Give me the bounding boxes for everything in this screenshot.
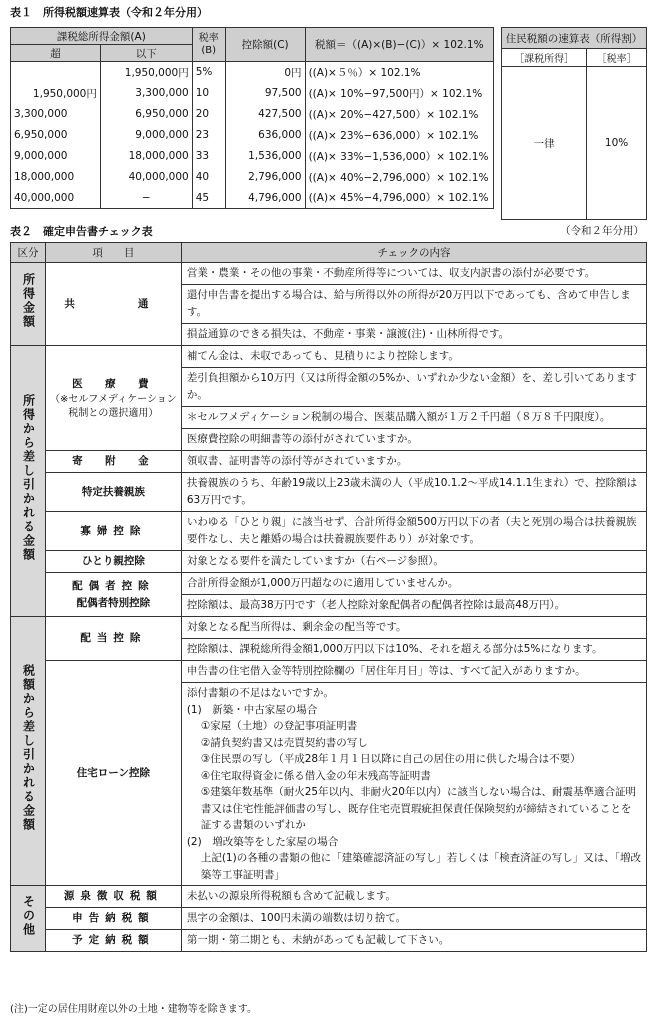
item-medical: 医 療 費 （※セルフメディケーション 税制との選択適用） xyxy=(45,346,181,451)
cell-under: 6,950,000 xyxy=(100,104,192,125)
content-medical-2: 差引負担額から10万円（又は所得金額の5%か、いずれか少ない金額）を、差し引いてありますか。 xyxy=(181,368,646,407)
content-dividend-1: 対象となる配当所得は、剰余金の配当等です。 xyxy=(181,617,646,639)
table2-title: 表２ 確定申告書チェック表 xyxy=(10,225,153,238)
item-spouse: 配偶者控除 配偶者特別控除 xyxy=(45,573,181,617)
header-category: 区分 xyxy=(11,243,46,263)
cell-over: 1,950,000円 xyxy=(11,83,101,104)
content-housing-1: 申告書の住宅借入金等特別控除欄の「居住年月日」等は、すべて記入がありますか。 xyxy=(181,661,646,683)
item-housing-loan: 住宅ローン控除 xyxy=(45,661,181,886)
resident-value1: 一律 xyxy=(502,67,587,220)
header-under: 以下 xyxy=(100,45,192,62)
cell-rate: 5% xyxy=(192,62,225,83)
cell-deduction: 2,796,000 xyxy=(225,167,305,188)
cell-over: 3,300,000 xyxy=(11,104,101,125)
cell-over: 18,000,000 xyxy=(11,167,101,188)
cell-formula: ((A)× 40%−2,796,000）× 102.1% xyxy=(305,167,493,188)
content-tax-paid-1: 黒字の金額は、100円未満の端数は切り捨て。 xyxy=(181,908,646,930)
cell-over: 40,000,000 xyxy=(11,188,101,209)
resident-col1: ［課税所得］ xyxy=(502,49,587,67)
content-medical-1: 補てん金は、未収であっても、見積りにより控除します。 xyxy=(181,346,646,368)
cell-rate: 33 xyxy=(192,146,225,167)
content-common-1: 営業・農業・その他の事業・不動産所得等については、収支内訳書の添付が必要です。 xyxy=(181,263,646,285)
content-withholding-1: 未払いの源泉所得税額も含めて記載します。 xyxy=(181,886,646,908)
cell-formula: ((A)× 23%−636,000）× 102.1% xyxy=(305,125,493,146)
table1-title: 表１ 所得税額速算表（令和２年分用） xyxy=(10,6,208,19)
content-dividend-2: 控除額は、課税総所得金額1,000万円以下は10%、それを超える部分は5%になります。 xyxy=(181,639,646,661)
content-common-3: 損益通算のできる損失は、不動産・事業・譲渡(注)・山林所得です。 xyxy=(181,324,646,346)
content-widow-1: いわゆる「ひとり親」に該当せず、合計所得金額500万円以下の者（夫と死別の場合は扶養親族要件なし、夫と離婚の場合は扶養親族要件あり）が対象です。 xyxy=(181,512,646,551)
cell-deduction: 97,500 xyxy=(225,83,305,104)
cell-formula: ((A)× 45%−4,796,000）× 102.1% xyxy=(305,188,493,209)
content-housing-2: 添付書類の不足はないですか。 (1) 新築・中古家屋の場合 ①家屋（土地）の登記事項証明書 ②請負契約書又は売買契約書の写し ③住民票の写し（平成28年１月１日以降に自己の居住の用に供した場合は不要） ④住宅取得資金に係る借入金の年末残高等証明書 ⑤建築年数基準（耐火25年以内、非耐火20年以内）に該当しない場合は、耐震基準適合証明書又は住宅性能評価書の写し、既存住宅売買瑕疵担保責任保険契約が締結されていることを証する書類のいずれか (2) 増改築等をした家屋の場合 上記(1)の各種の書類の他に「建築確認済証の写し」若しくは「検査済証の写し」又は、「増改築等工事証明書」 xyxy=(181,683,646,886)
item-single-parent: ひとり親控除 xyxy=(45,551,181,573)
cell-rate: 23 xyxy=(192,125,225,146)
item-donation: 寄 附 金 xyxy=(45,451,181,473)
header-income: 課税総所得金額(A) xyxy=(11,28,193,45)
item-dividend: 配当控除 xyxy=(45,617,181,661)
resident-col2: ［税率］ xyxy=(587,49,647,67)
cell-formula: ((A)×５％）× 102.1% xyxy=(305,62,493,83)
resident-tax-table xyxy=(501,27,647,220)
content-common-2: 還付申告書を提出する場合は、給与所得以外の所得が20万円以下であっても、含めて申告します。 xyxy=(181,285,646,324)
cell-deduction: 636,000 xyxy=(225,125,305,146)
item-prepaid: 予定納税額 xyxy=(45,930,181,952)
cell-over: 9,000,000 xyxy=(11,146,101,167)
cell-formula: ((A)× 33%−1,536,000）× 102.1% xyxy=(305,146,493,167)
header-formula: 税額＝（(A)×(B)−(C)）× 102.1% xyxy=(305,28,493,62)
table2-year-note: （令和２年分用） xyxy=(560,225,644,237)
item-common: 共 通 xyxy=(45,263,181,346)
cell-rate: 40 xyxy=(192,167,225,188)
cell-formula: ((A)× 20%−427,500）× 102.1% xyxy=(305,104,493,125)
resident-value2: 10% xyxy=(587,67,647,220)
content-medical-4: 医療費控除の明細書等の添付がされていますか。 xyxy=(181,429,646,451)
cell-deduction: 0円 xyxy=(225,62,305,83)
cell-rate: 45 xyxy=(192,188,225,209)
content-prepaid-1: 第一期・第二期とも、未納があっても記載して下さい。 xyxy=(181,930,646,952)
header-deduction: 控除額(C) xyxy=(225,28,305,62)
content-single-parent-1: 対象となる要件を満たしていますか（右ページ参照）。 xyxy=(181,551,646,573)
cell-rate: 10 xyxy=(192,83,225,104)
item-tax-paid: 申告納税額 xyxy=(45,908,181,930)
cell-under: 1,950,000円 xyxy=(100,62,192,83)
group-income: 所得金額 xyxy=(11,263,46,346)
cell-over xyxy=(11,62,101,83)
income-tax-table xyxy=(10,27,494,209)
cell-deduction: 1,536,000 xyxy=(225,146,305,167)
group-deduct-income: 所得から差し引かれる金額 xyxy=(11,346,46,617)
cell-over: 6,950,000 xyxy=(11,125,101,146)
header-rate: 税率(B) xyxy=(192,28,225,62)
cell-under: 3,300,000 xyxy=(100,83,192,104)
checklist-table xyxy=(10,242,647,952)
cell-deduction: 427,500 xyxy=(225,104,305,125)
cell-under: 9,000,000 xyxy=(100,125,192,146)
resident-title: 住民税額の速算表（所得割） xyxy=(502,28,647,49)
group-other: その他 xyxy=(11,886,46,952)
content-spouse-2: 控除額は、最高38万円です（老人控除対象配偶者の配偶者控除は最高48万円）。 xyxy=(181,595,646,617)
cell-formula: ((A)× 10%−97,500円）× 102.1% xyxy=(305,83,493,104)
item-withholding: 源泉徴収税額 xyxy=(45,886,181,908)
item-special-dependent: 特定扶養親族 xyxy=(45,473,181,512)
cell-deduction: 4,796,000 xyxy=(225,188,305,209)
header-content: チェックの内容 xyxy=(181,243,646,263)
group-deduct-tax: 税額から差し引かれる金額 xyxy=(11,617,46,886)
footnote: (注)一定の居住用財産以外の土地・建物等を除きます。 xyxy=(10,1004,258,1015)
header-over: 超 xyxy=(11,45,101,62)
content-special-dependent-1: 扶養親族のうち、年齢19歳以上23歳未満の人（平成10.1.2〜平成14.1.1生まれ）で、控除額は63万円です。 xyxy=(181,473,646,512)
cell-rate: 20 xyxy=(192,104,225,125)
content-donation-1: 領収書、証明書等の添付等がされていますか。 xyxy=(181,451,646,473)
cell-under: 40,000,000 xyxy=(100,167,192,188)
item-widow: 寡婦控除 xyxy=(45,512,181,551)
header-item: 項 目 xyxy=(45,243,181,263)
content-medical-3: ＊セルフメディケーション税制の場合、医薬品購入額が１万２千円超（８万８千円限度）。 xyxy=(181,407,646,429)
content-spouse-1: 合計所得金額が1,000万円超なのに適用していませんか。 xyxy=(181,573,646,595)
cell-under: 18,000,000 xyxy=(100,146,192,167)
cell-under: − xyxy=(100,188,192,209)
